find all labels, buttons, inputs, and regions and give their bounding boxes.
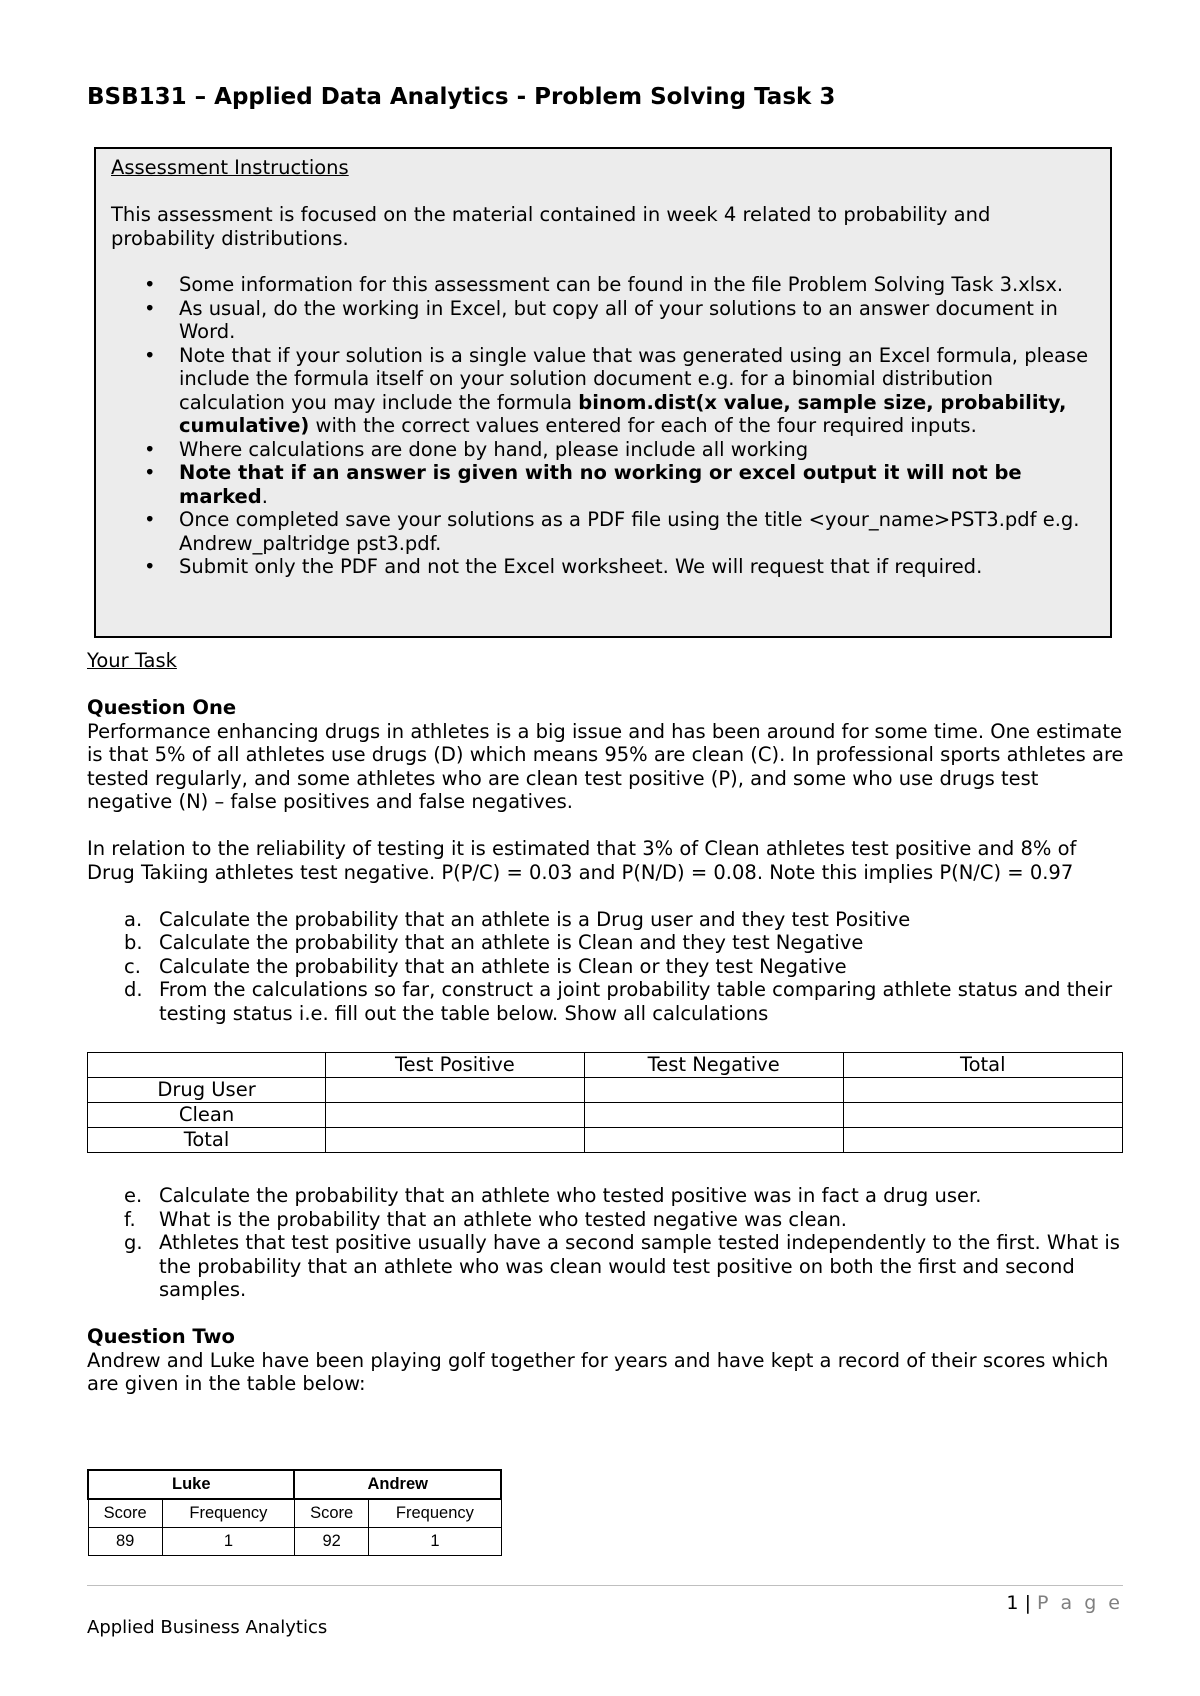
table-header: Frequency: [369, 1499, 501, 1528]
question-one-parts-a-d: [87, 908, 1127, 1026]
row-label: Clean: [88, 1103, 326, 1128]
bullet-icon: •: [144, 296, 156, 320]
warning-text: Note that if an answer is given with no working or excel output it will not be marked: [179, 461, 1022, 508]
question-part: [87, 908, 1127, 932]
page-label: P a g e: [1037, 1592, 1123, 1614]
instruction-text: .: [261, 484, 268, 508]
instruction-bullet: [111, 273, 1096, 297]
instruction-bullet: [111, 438, 1096, 462]
instruction-text: Where calculations are done by hand, please include all working: [179, 437, 809, 461]
page-number-separator: |: [1024, 1592, 1031, 1614]
table-header: Test Negative: [584, 1053, 843, 1078]
part-marker: c.: [124, 954, 141, 978]
table-header: Score: [88, 1499, 162, 1528]
table-cell: [843, 1128, 1122, 1153]
instruction-text: Some information for this assessment can be found in the file Problem Solving Task 3.xlsx.: [179, 273, 1064, 296]
part-text: From the calculations so far, construct a joint probability table comparing athlete status and their testing status i.e. fill out the table below. Show all calculations: [159, 978, 1113, 1025]
table-cell: 1: [369, 1528, 501, 1556]
bullet-icon: •: [144, 273, 156, 296]
table-cell: [88, 1053, 326, 1078]
part-marker: e.: [124, 1184, 143, 1207]
part-marker: a.: [124, 907, 143, 931]
table-cell: [843, 1103, 1122, 1128]
question-one-paragraph: In relation to the reliability of testing it is estimated that 3% of Clean athletes test positive and 8% of Drug Takiing athletes test negative. P(P/C) = 0.03 and P(N/D) = 0.08. Note this implies P(N/C) = 0.97: [87, 837, 1077, 884]
part-marker: b.: [124, 931, 143, 954]
bullet-icon: •: [144, 437, 156, 461]
bullet-icon: •: [144, 343, 156, 367]
table-cell: [326, 1128, 585, 1153]
part-text: Athletes that test positive usually have a second sample tested independently to the first. What is the probability that an athlete who was clean would test positive on both the first and second samples.: [159, 1231, 1120, 1301]
question-part: [87, 1184, 1127, 1208]
excel-formula: binom.dist(x value, sample size, probability, cumulative): [179, 390, 1067, 437]
instruction-bullet: [111, 297, 1096, 344]
table-row: [88, 1528, 501, 1556]
table-header: Test Positive: [326, 1053, 585, 1078]
row-label: Drug User: [88, 1078, 326, 1103]
question-one-continued: [87, 1184, 1127, 1396]
question-part: [87, 955, 1127, 979]
table-cell: [584, 1078, 843, 1103]
table-header: Total: [843, 1053, 1122, 1078]
instructions-intro: This assessment is focused on the material contained in week 4 related to probability and probability distributions.: [111, 203, 991, 250]
table-header: Luke: [88, 1470, 294, 1499]
question-part: [87, 1208, 1127, 1232]
your-task-heading: Your Task: [87, 649, 177, 672]
part-marker: d.: [124, 978, 143, 1001]
table-row: [88, 1078, 1123, 1103]
table-row: [88, 1128, 1123, 1153]
question-one-section: [87, 649, 1127, 1025]
row-label: Total: [88, 1128, 326, 1153]
assessment-instructions-box: [94, 147, 1112, 638]
instruction-bullet: [111, 344, 1096, 438]
question-two-paragraph: Andrew and Luke have been playing golf together for years and have kept a record of their scores which are given in the table below:: [87, 1348, 1109, 1395]
question-one-heading: Question One: [87, 696, 237, 719]
question-part: [87, 978, 1127, 1025]
question-part: [87, 931, 1127, 955]
joint-probability-table: [87, 1052, 1123, 1153]
instruction-bullet: [111, 508, 1096, 555]
instruction-text: Once completed save your solutions as a PDF file using the title <your_name>PST3.pdf e.g. Andrew_paltridge pst3.pdf.: [179, 508, 1080, 555]
question-one-parts-e-g: [87, 1184, 1127, 1302]
table-row: [88, 1103, 1123, 1128]
bullet-icon: •: [144, 508, 156, 531]
instructions-heading: Assessment Instructions: [111, 156, 349, 179]
instruction-bullet: [111, 461, 1096, 508]
table-header: Frequency: [162, 1499, 294, 1528]
table-header: Andrew: [294, 1470, 501, 1499]
table-cell: [843, 1078, 1122, 1103]
instruction-text: As usual, do the working in Excel, but copy all of your solutions to an answer document in Word.: [179, 296, 1058, 343]
document-title: BSB131 – Applied Data Analytics - Problem Solving Task 3: [87, 84, 836, 110]
part-text: Calculate the probability that an athlete who tested positive was in fact a drug user.: [159, 1184, 982, 1207]
footer-course-name: Applied Business Analytics: [87, 1617, 328, 1638]
bullet-icon: •: [144, 461, 156, 484]
instruction-text: with the correct values entered for each of the four required inputs.: [309, 414, 977, 437]
question-one-paragraph: Performance enhancing drugs in athletes is a big issue and has been around for some time. One estimate is that 5% of all athletes use drugs (D) which means 95% are clean (C). In professional sports athletes are tested regularly, and some athletes who are clean test positive (P), and some who use drugs test negative (N) – false positives and false negatives.: [87, 719, 1124, 813]
question-part: [87, 1231, 1127, 1302]
bullet-icon: •: [144, 555, 156, 578]
part-text: Calculate the probability that an athlete is Clean and they test Negative: [159, 931, 864, 954]
instruction-bullet: [111, 555, 1096, 579]
table-cell: [326, 1078, 585, 1103]
table-row: [88, 1470, 501, 1499]
page-number-value: 1: [1006, 1592, 1019, 1614]
table-cell: [584, 1128, 843, 1153]
table-cell: 89: [88, 1528, 162, 1556]
table-cell: 92: [294, 1528, 368, 1556]
table-row: [88, 1053, 1123, 1078]
instruction-text: Submit only the PDF and not the Excel worksheet. We will request that if required.: [179, 555, 983, 578]
table-header: Score: [294, 1499, 368, 1528]
table-row: [88, 1499, 501, 1528]
table-cell: 1: [162, 1528, 294, 1556]
page-number: [1006, 1592, 1123, 1614]
part-marker: g.: [124, 1231, 143, 1254]
part-marker: f.: [124, 1207, 136, 1231]
footer-divider: [87, 1585, 1123, 1586]
part-text: Calculate the probability that an athlete is a Drug user and they test Positive: [159, 907, 911, 931]
table-cell: [584, 1103, 843, 1128]
table-cell: [326, 1103, 585, 1128]
instruction-text: Note that if your solution is a single value that was generated using an Excel formula, please include the formula itself on your solution document e.g. for a binomial distribution calculation you may include the formula: [179, 343, 1089, 414]
instructions-bullet-list: [111, 273, 1096, 579]
part-text: Calculate the probability that an athlete is Clean or they test Negative: [159, 954, 847, 978]
part-text: What is the probability that an athlete who tested negative was clean.: [159, 1207, 848, 1231]
golf-scores-table: [87, 1469, 502, 1556]
question-two-heading: Question Two: [87, 1325, 235, 1348]
